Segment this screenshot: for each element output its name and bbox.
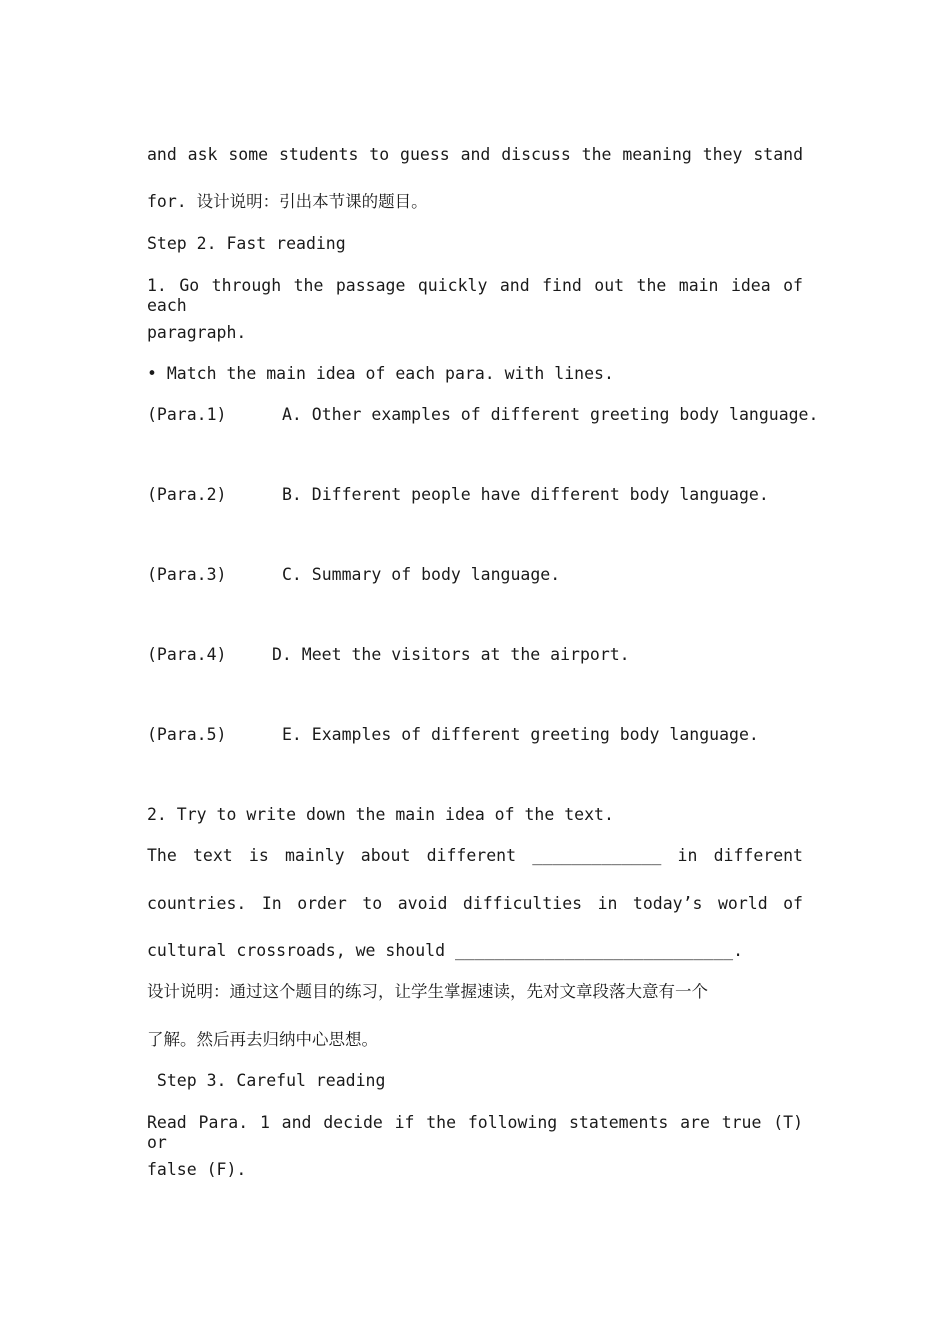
task-3-line-1: Read Para. 1 and decide if the following statements are true (T) or bbox=[147, 1113, 803, 1152]
design-note-line-1: 设计说明：通过这个题目的练习，让学生掌握速读，先对文章段落大意有一个 bbox=[147, 982, 708, 1001]
option-b: B. Different people have different body language. bbox=[282, 485, 769, 504]
para-label-1: (Para.1) bbox=[147, 405, 227, 424]
para-label-4: (Para.4) bbox=[147, 645, 227, 664]
para-label-3: (Para.3) bbox=[147, 565, 227, 584]
option-e: E. Examples of different greeting body language. bbox=[282, 725, 759, 744]
design-note-line-2: 了解。然后再去归纳中心思想。 bbox=[147, 1030, 378, 1049]
option-d: D. Meet the visitors at the airport. bbox=[272, 645, 630, 664]
step-3-heading: Step 3. Careful reading bbox=[147, 1071, 386, 1090]
task-2-line-3: cultural crossroads, we should ____________________________. bbox=[147, 941, 744, 960]
task-1-line-2: paragraph. bbox=[147, 323, 247, 342]
task-3-line-2: false (F). bbox=[147, 1160, 247, 1179]
step-2-heading: Step 2. Fast reading bbox=[147, 234, 346, 253]
option-c: C. Summary of body language. bbox=[282, 565, 561, 584]
task-2-line-2: countries. In order to avoid difficulties in today’s world of bbox=[147, 894, 803, 913]
task-2-line-1: The text is mainly about different _____________ in different bbox=[147, 846, 803, 865]
task-1-line-1: 1. Go through the passage quickly and find out the main idea of each bbox=[147, 276, 803, 315]
intro-line-1: and ask some students to guess and discuss the meaning they stand bbox=[147, 145, 803, 164]
para-label-2: (Para.2) bbox=[147, 485, 227, 504]
task-2-heading: 2. Try to write down the main idea of the text. bbox=[147, 805, 614, 824]
intro-line-2: for. 设计说明：引出本节课的题目。 bbox=[147, 192, 428, 211]
option-a: A. Other examples of different greeting body language. bbox=[282, 405, 819, 424]
match-instruction: • Match the main idea of each para. with lines. bbox=[147, 364, 614, 383]
para-label-5: (Para.5) bbox=[147, 725, 227, 744]
